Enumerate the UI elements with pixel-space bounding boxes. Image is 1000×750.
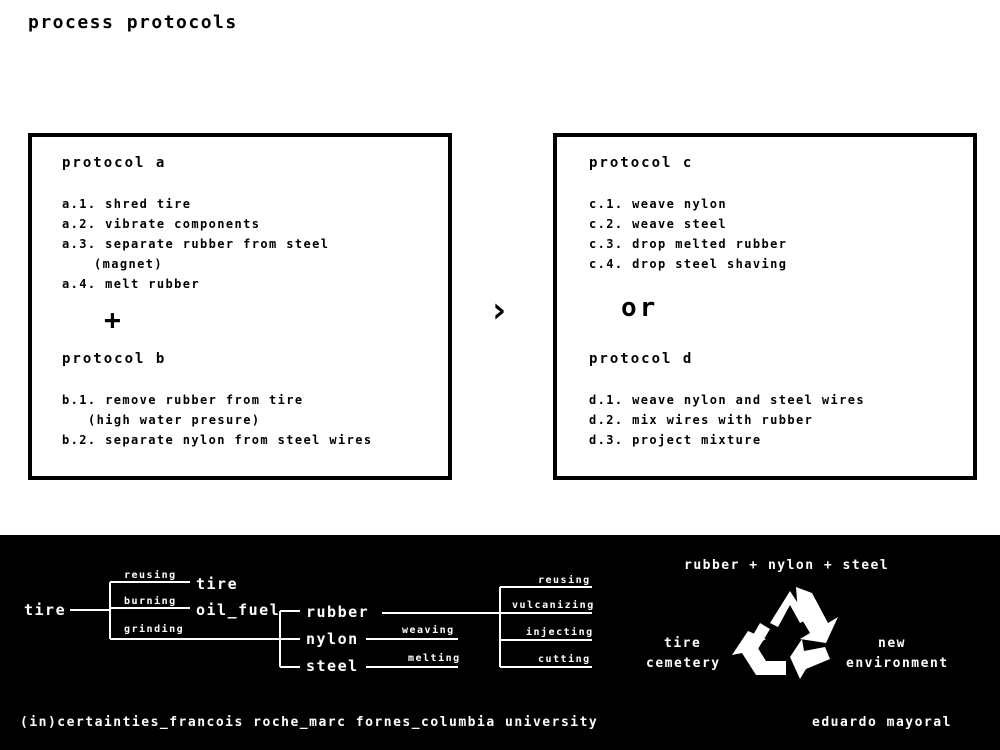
protocol-b-step: (high water presure)	[88, 413, 261, 427]
rubber-process: reusing	[538, 575, 591, 586]
protocol-c-heading: protocol c	[589, 155, 694, 171]
recycle-icon	[732, 587, 838, 679]
arrow-right-icon: ›	[488, 290, 510, 331]
component-process: melting	[408, 653, 461, 664]
branch-label: grinding	[124, 624, 185, 635]
protocol-c-step: c.4. drop steel shaving	[589, 257, 788, 271]
protocol-a-step: a.2. vibrate components	[62, 217, 261, 231]
protocol-b-step: b.2. separate nylon from steel wires	[62, 433, 373, 447]
protocol-cd-box	[553, 133, 977, 480]
protocol-d-step: d.1. weave nylon and steel wires	[589, 393, 865, 407]
component-label: rubber	[306, 603, 370, 621]
cycle-top-label: rubber + nylon + steel	[684, 558, 890, 573]
footer-credits: (in)certainties_francois roche_marc fornes_columbia university	[20, 715, 599, 730]
protocol-d-heading: protocol d	[589, 351, 694, 367]
protocol-b-step: b.1. remove rubber from tire	[62, 393, 304, 407]
protocol-a-step: a.3. separate rubber from steel	[62, 237, 330, 251]
protocol-c-step: c.1. weave nylon	[589, 197, 727, 211]
protocol-ab-box	[28, 133, 452, 480]
component-process: weaving	[402, 625, 455, 636]
rubber-process: vulcanizing	[512, 600, 595, 611]
protocol-c-step: c.2. weave steel	[589, 217, 727, 231]
rubber-process: injecting	[526, 627, 594, 638]
flow-root-tire: tire	[24, 601, 67, 619]
cycle-right-label: environment	[846, 656, 949, 671]
protocol-b-heading: protocol b	[62, 351, 167, 367]
plus-sign: +	[104, 303, 121, 336]
footer-author: eduardo mayoral	[812, 715, 952, 730]
protocol-d-step: d.2. mix wires with rubber	[589, 413, 814, 427]
branch-label: reusing	[124, 570, 177, 581]
rubber-process: cutting	[538, 654, 591, 665]
protocol-d-step: d.3. project mixture	[589, 433, 762, 447]
component-label: steel	[306, 657, 359, 675]
or-label: or	[621, 293, 659, 323]
protocol-c-step: c.3. drop melted rubber	[589, 237, 788, 251]
protocol-a-step: a.4. melt rubber	[62, 277, 200, 291]
branch-label: burning	[124, 596, 177, 607]
protocol-a-step: (magnet)	[94, 257, 163, 271]
branch-result: oil_fuel	[196, 601, 281, 619]
cycle-left-label: tire	[664, 636, 702, 651]
cycle-left-label: cemetery	[646, 656, 721, 671]
protocol-a-heading: protocol a	[62, 155, 167, 171]
page-title: process protocols	[28, 12, 238, 33]
cycle-right-label: new	[878, 636, 906, 651]
component-label: nylon	[306, 630, 359, 648]
footer-band	[0, 535, 1000, 750]
branch-result: tire	[196, 575, 239, 593]
protocol-a-step: a.1. shred tire	[62, 197, 192, 211]
